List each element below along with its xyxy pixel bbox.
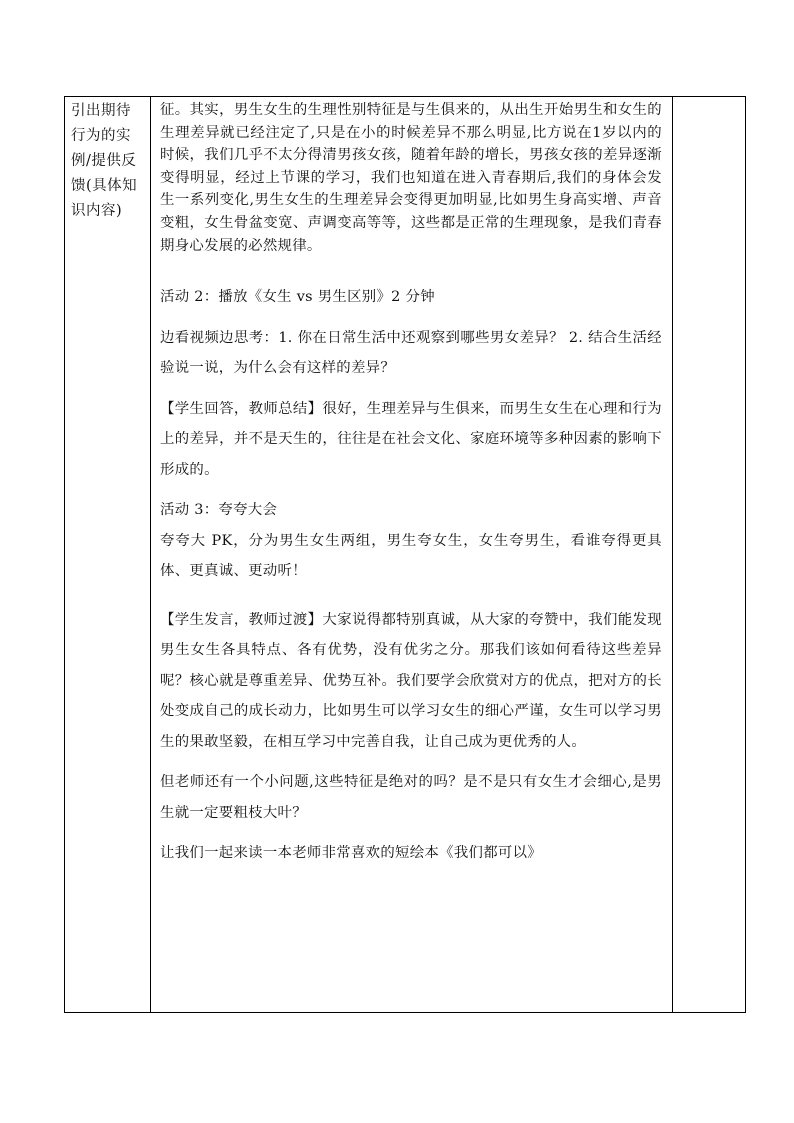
teacher-summary: 【学生回答，教师总结】很好，生理差异与生俱来，而男生女生在心理和行为上的差异，并不是天生的，往往是在社会文化、家庭环境等多种因素的影响下形成的。 xyxy=(160,400,662,478)
teacher-transition: 【学生发言，教师过渡】大家说得都特别真诚，从大家的夸赞中，我们能发现男生女生各具特点、各有优势，没有优劣之分。那我们该如何看待这些差异呢？核心就是尊重差异、优势互补。我们要学会欣赏对方的优点，把对方的长处变成自己的成长动力，比如男生可以学习女生的细心严谨，女生可以学习男生的果敢坚毅，在相互学习中完善自我，让自己成为更优秀的人。 xyxy=(160,611,662,750)
row-label-line: 识内容) xyxy=(71,203,123,219)
table-row xyxy=(65,97,746,1013)
row-label-line: 引出期待 xyxy=(71,103,131,119)
row-label-line: 馈(具体知 xyxy=(71,178,138,194)
lesson-plan-table xyxy=(64,96,746,1013)
intro-paragraph: 征。其实，男生女生的生理性别特征是与生俱来的，从出生开始男生和女生的生理差异就已经注定了,只是在小的时候差异不那么明显,比方说在1岁以内的时候，我们几乎不太分得清男孩女孩，随着年龄的增长，男孩女孩的差异逐渐变得明显，经过上节课的学习，我们也知道在进入青春期后,我们的身体会发生一系列变化,男生女生的生理差异会变得更加明显,比如男生身高实增、声音变粗，女生骨盆变宽、声调变高等等，这些都是正常的生理现象，是我们青春期身心发展的必然规律。 xyxy=(160,102,662,254)
row-label-cell xyxy=(65,97,151,1013)
activity-3-title: 活动 3：夸夸大会 xyxy=(160,502,278,519)
content-cell xyxy=(151,97,673,1013)
activity-2-title: 活动 2：播放《女生 vs 男生区别》2 分钟 xyxy=(160,289,435,306)
activity-3-description: 夸夸大 PK，分为男生女生两组，男生夸女生，女生夸男生，看谁夸得更具体、更真诚、更动听！ xyxy=(160,532,662,580)
activity-2-questions: 边看视频边思考：1. 你在日常生活中还观察到哪些男女差异？ 2. 结合生活经验说一说，为什么会有这样的差异？ xyxy=(160,329,662,377)
closing-line: 让我们一起来读一本老师非常喜欢的短绘本《我们都可以》 xyxy=(160,845,542,862)
teacher-question: 但老师还有一个小问题,这些特征是绝对的吗？是不是只有女生才会细心,是男生就一定要粗枝大叶？ xyxy=(160,774,662,821)
row-label-line: 行为的实 xyxy=(71,128,131,144)
notes-cell xyxy=(673,97,746,1013)
row-label-line: 例/提供反 xyxy=(71,153,137,169)
